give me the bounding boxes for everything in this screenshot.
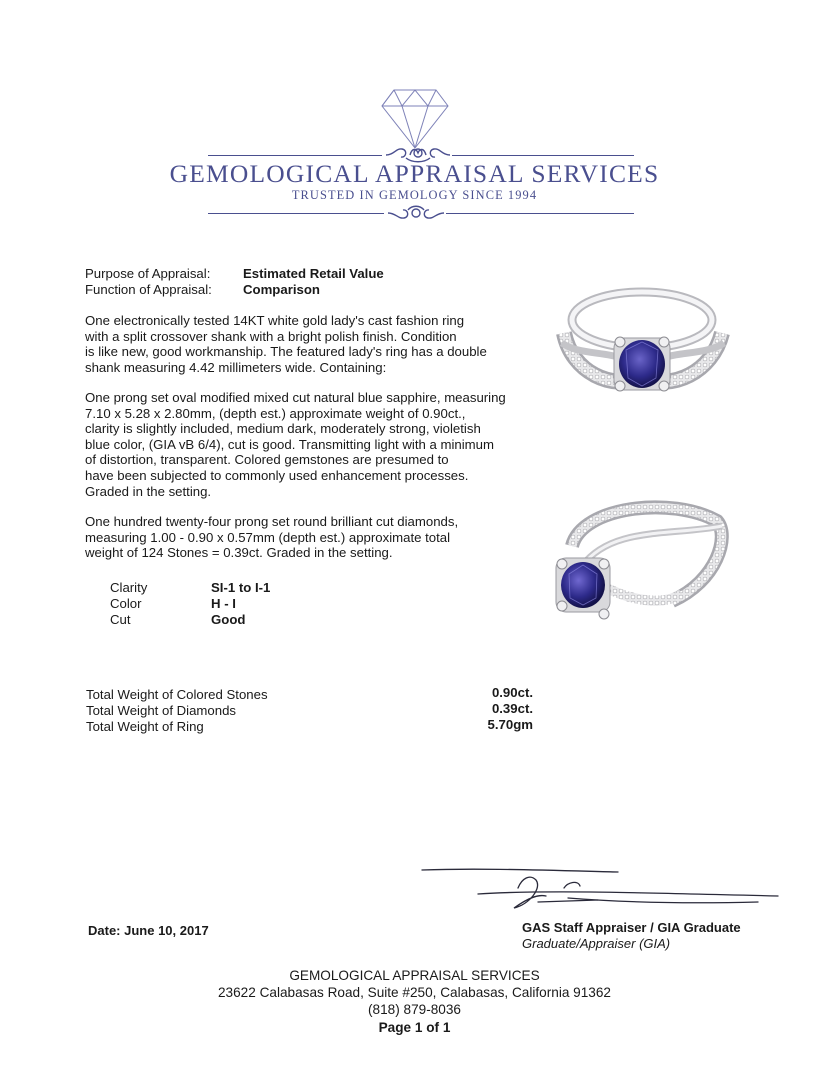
- text-line: clarity is slightly included, medium dark, moderately strong, violetish: [85, 421, 481, 437]
- header-rule-bottom-right: [446, 213, 634, 214]
- ring-description: [85, 313, 535, 375]
- total-colored-label: Total Weight of Colored Stones: [86, 687, 268, 702]
- footer-company: GEMOLOGICAL APPRAISAL SERVICES: [289, 968, 540, 983]
- appraiser-title: GAS Staff Appraiser / GIA Graduate: [522, 920, 741, 935]
- cut-value: Good: [211, 612, 246, 627]
- text-line: 7.10 x 5.28 x 2.80mm, (depth est.) approximate weight of 0.90ct.,: [85, 405, 466, 421]
- text-line: One prong set oval modified mixed cut natural blue sapphire, measuring: [85, 390, 506, 405]
- appraiser-subtitle: Graduate/Appraiser (GIA): [522, 936, 671, 951]
- total-ring-value: 5.70gm: [487, 717, 533, 732]
- clarity-label: Clarity: [110, 580, 148, 595]
- ring-photo-angled: [552, 486, 732, 626]
- text-line: measuring 1.00 - 0.90 x 0.57mm (depth est.) approximate total: [85, 529, 451, 545]
- text-line: is like new, good workmanship. The featured lady's ring has a double: [85, 344, 487, 360]
- total-ring-label: Total Weight of Ring: [86, 719, 204, 734]
- total-diamonds-label: Total Weight of Diamonds: [86, 703, 237, 718]
- text-line: shank measuring 4.42 millimeters wide. Containing:: [85, 359, 387, 375]
- brand-tagline: TRUSTED IN GEMOLOGY SINCE 1994: [291, 188, 538, 202]
- ring-photo-front: [552, 278, 732, 408]
- text-line: have been subjected to commonly used enhancement processes.: [85, 467, 469, 483]
- text-line: weight of 124 Stones = 0.39ct. Graded in the setting.: [85, 545, 393, 561]
- brand-name: GEMOLOGICAL APPRAISAL SERVICES: [169, 159, 660, 188]
- text-line: One hundred twenty-four prong set round brilliant cut diamonds,: [85, 514, 459, 529]
- color-value: H - I: [211, 596, 236, 611]
- total-colored-value: 0.90ct.: [491, 685, 533, 700]
- diamond-logo-icon: [380, 88, 450, 150]
- total-diamonds-value: 0.39ct.: [491, 701, 533, 716]
- purpose-label: Purpose of Appraisal:: [85, 266, 211, 281]
- footer-phone: (818) 879-8036: [368, 1002, 461, 1017]
- page-number: Page 1 of 1: [378, 1020, 451, 1035]
- cut-label: Cut: [110, 612, 131, 627]
- scroll-ornament-icon: [386, 203, 446, 223]
- function-label: Function of Appraisal:: [85, 282, 212, 297]
- diamond-description: [85, 514, 535, 561]
- function-value: Comparison: [243, 282, 320, 297]
- header-rule-right: [452, 155, 634, 156]
- sapphire-description: [85, 390, 535, 499]
- text-line: with a split crossover shank with a bright polish finish. Condition: [85, 328, 457, 344]
- text-line: Graded in the setting.: [85, 483, 212, 499]
- handwritten-signature: [418, 858, 788, 918]
- header-rule-left: [208, 155, 382, 156]
- text-line: of distortion, transparent. Colored gemstones are presumed to: [85, 452, 449, 468]
- appraisal-date: Date: June 10, 2017: [88, 923, 209, 938]
- footer-address: 23622 Calabasas Road, Suite #250, Calabasas, California 91362: [218, 985, 611, 1000]
- color-label: Color: [110, 596, 142, 611]
- text-line: blue color, (GIA vB 6/4), cut is good. Transmitting light with a minimum: [85, 436, 494, 452]
- text-line: One electronically tested 14KT white gold lady's cast fashion ring: [85, 313, 465, 328]
- header-rule-bottom-left: [208, 213, 384, 214]
- clarity-value: SI-1 to I-1: [211, 580, 271, 595]
- purpose-value: Estimated Retail Value: [243, 266, 384, 281]
